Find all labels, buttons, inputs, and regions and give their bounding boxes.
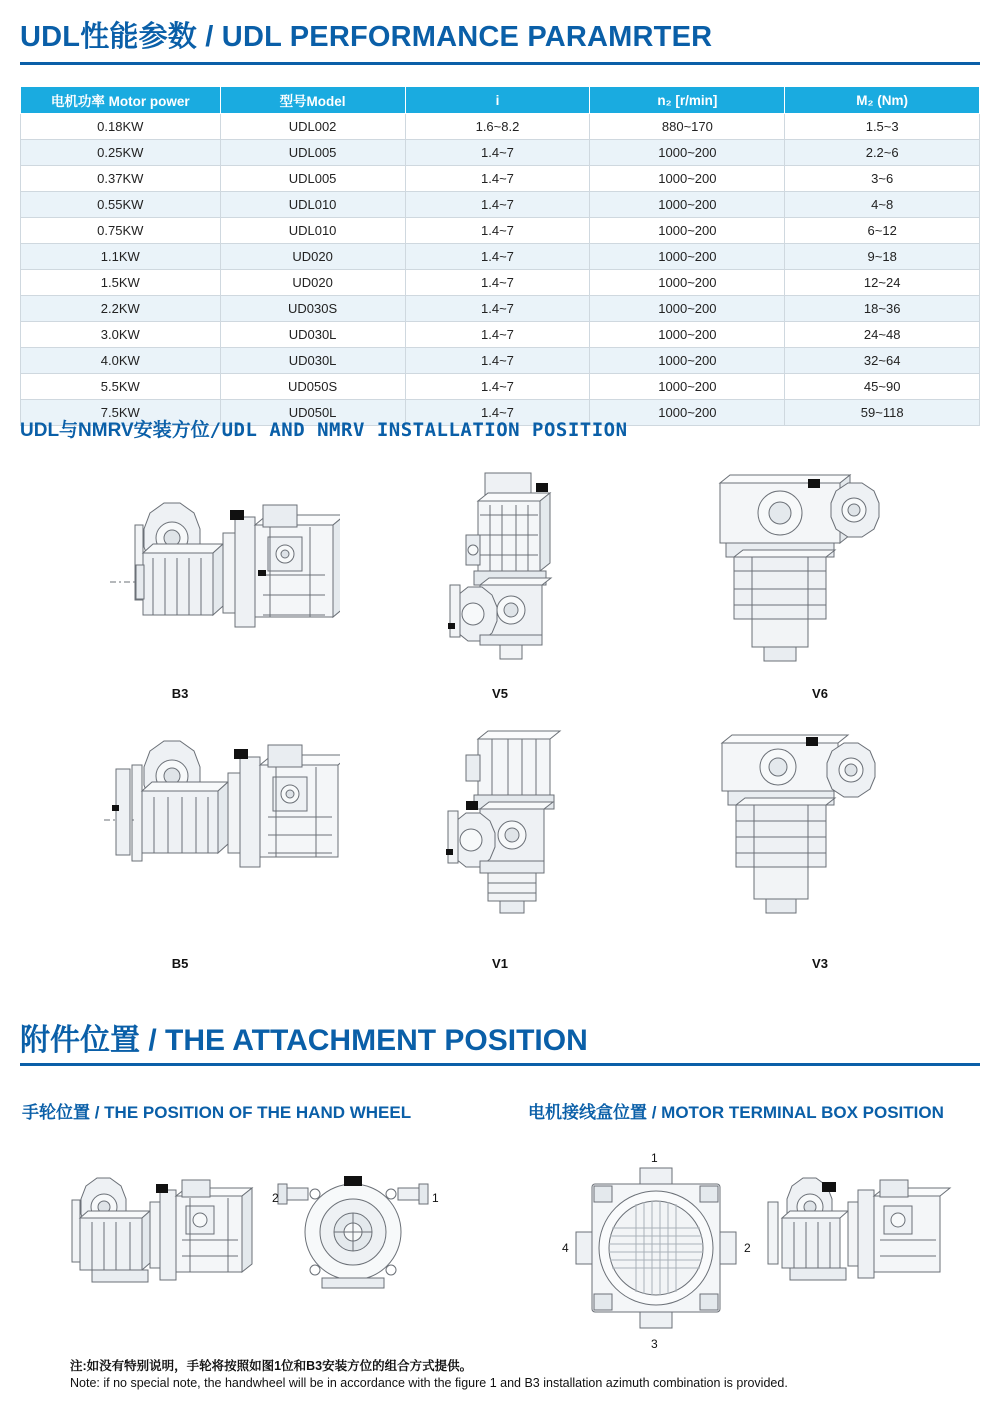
cell-n2: 1000~200 [590, 374, 785, 400]
drawing-caption: B5 [171, 956, 189, 971]
cell-m2: 2.2~6 [785, 140, 980, 166]
cell-m2: 1.5~3 [785, 114, 980, 140]
cell-m2: 12~24 [785, 270, 980, 296]
cell-m2: 9~18 [785, 244, 980, 270]
drawing-b5 [20, 725, 340, 975]
cell-n2: 1000~200 [590, 322, 785, 348]
cell-i: 1.4~7 [405, 166, 590, 192]
cell-i: 1.4~7 [405, 296, 590, 322]
drawing-caption: V1 [492, 956, 508, 971]
terminal-box-subtitle [528, 1098, 944, 1123]
handwheel-subtitle-sep: / [90, 1103, 105, 1122]
cell-m2: 18~36 [785, 296, 980, 322]
attachment-drawing-group-icon [0, 1140, 1000, 1355]
cell-i: 1.4~7 [405, 192, 590, 218]
note-en: Note: if no special note, the handwheel will be in accordance with the figure 1 and B3 installation azimuth combination is provided. [70, 1376, 788, 1390]
terminal-number-3: 3 [651, 1337, 658, 1351]
cell-model: UD020 [220, 270, 405, 296]
terminal-subtitle-sep: / [647, 1103, 662, 1122]
cell-n2: 1000~200 [590, 270, 785, 296]
drawing-v6 [660, 455, 980, 705]
table-row [21, 348, 980, 374]
cell-model: UD030L [220, 348, 405, 374]
performance-table [20, 86, 980, 426]
gearbox-drawing-icon [20, 455, 340, 685]
terminal-subtitle-cn: 电机接线盒位置 [528, 1103, 647, 1122]
performance-title [20, 14, 980, 55]
table-row [21, 270, 980, 296]
cell-m2: 32~64 [785, 348, 980, 374]
cell-motor-power: 0.75KW [21, 218, 221, 244]
performance-title-cn: UDL性能参数 [20, 21, 198, 53]
table-header-m2: M₂ (Nm) [785, 87, 980, 114]
terminal-number-1: 1 [651, 1151, 658, 1165]
cell-model: UD050S [220, 374, 405, 400]
drawing-caption: V6 [812, 686, 828, 701]
cell-i: 1.6~8.2 [405, 114, 590, 140]
cell-n2: 880~170 [590, 114, 785, 140]
cell-motor-power: 1.1KW [21, 244, 221, 270]
cell-m2: 6~12 [785, 218, 980, 244]
cell-i: 1.4~7 [405, 244, 590, 270]
note-block [70, 1358, 970, 1392]
cell-model: UD030S [220, 296, 405, 322]
gearbox-drawing-icon [660, 455, 980, 685]
table-row [21, 140, 980, 166]
cell-model: UDL002 [220, 114, 405, 140]
attachment-title-sep: / [140, 1024, 166, 1057]
terminal-subtitle-en: MOTOR TERMINAL BOX POSITION [661, 1103, 944, 1122]
attachment-title-divider [20, 1063, 980, 1066]
drawing-caption: V3 [812, 956, 828, 971]
table-row [21, 244, 980, 270]
handwheel-number-2: 2 [272, 1191, 279, 1205]
cell-n2: 1000~200 [590, 244, 785, 270]
drawing-b3 [20, 455, 340, 705]
gearbox-drawing-icon [340, 455, 660, 685]
table-header-row [21, 87, 980, 114]
performance-title-en: UDL PERFORMANCE PARAMRTER [221, 21, 713, 53]
table-header-n2: n₂ [r/min] [590, 87, 785, 114]
installation-subtitle-cn: UDL与NMRV安装方位 [20, 420, 210, 441]
table-row [21, 114, 980, 140]
table-row [21, 322, 980, 348]
handwheel-subtitle-en: THE POSITION OF THE HAND WHEEL [104, 1103, 412, 1122]
table-row [21, 166, 980, 192]
cell-motor-power: 2.2KW [21, 296, 221, 322]
cell-model: UDL005 [220, 140, 405, 166]
cell-motor-power: 0.25KW [21, 140, 221, 166]
cell-motor-power: 7.5KW [21, 400, 221, 426]
cell-motor-power: 5.5KW [21, 374, 221, 400]
gearbox-drawing-icon [340, 725, 660, 955]
drawing-v3 [660, 725, 980, 975]
cell-m2: 59~118 [785, 400, 980, 426]
cell-model: UD020 [220, 244, 405, 270]
cell-model: UDL005 [220, 166, 405, 192]
cell-i: 1.4~7 [405, 348, 590, 374]
cell-n2: 1000~200 [590, 218, 785, 244]
cell-i: 1.4~7 [405, 374, 590, 400]
cell-n2: 1000~200 [590, 140, 785, 166]
cell-i: 1.4~7 [405, 218, 590, 244]
title-divider [20, 62, 980, 65]
handwheel-subtitle [22, 1098, 411, 1123]
drawing-caption: V5 [492, 686, 508, 701]
cell-model: UDL010 [220, 192, 405, 218]
handwheel-subtitle-cn: 手轮位置 [22, 1103, 90, 1122]
cell-m2: 24~48 [785, 322, 980, 348]
table-row [21, 374, 980, 400]
attachment-drawings [0, 1140, 1000, 1360]
table-header-motor-power: 电机功率 Motor power [21, 87, 221, 114]
cell-model: UD030L [220, 322, 405, 348]
cell-model: UD050L [220, 400, 405, 426]
handwheel-number-1: 1 [432, 1191, 439, 1205]
cell-m2: 4~8 [785, 192, 980, 218]
cell-i: 1.4~7 [405, 140, 590, 166]
cell-motor-power: 0.18KW [21, 114, 221, 140]
cell-m2: 3~6 [785, 166, 980, 192]
cell-i: 1.4~7 [405, 400, 590, 426]
installation-subtitle-en: UDL AND NMRV INSTALLATION POSITION [221, 419, 628, 441]
cell-i: 1.4~7 [405, 322, 590, 348]
performance-title-sep: / [197, 21, 222, 53]
installation-position-subtitle [20, 415, 628, 442]
table-row [21, 296, 980, 322]
table-row [21, 218, 980, 244]
cell-model: UDL010 [220, 218, 405, 244]
terminal-number-2: 2 [744, 1241, 751, 1255]
drawing-v5 [340, 455, 660, 705]
installation-drawings [20, 455, 980, 995]
cell-motor-power: 0.55KW [21, 192, 221, 218]
note-cn: 注:如没有特别说明，手轮将按照如图1位和B3安装方位的组合方式提供。 [70, 1359, 473, 1373]
cell-motor-power: 4.0KW [21, 348, 221, 374]
table-header-i: i [405, 87, 590, 114]
gearbox-drawing-icon [20, 725, 340, 955]
installation-subtitle-sep: / [209, 419, 222, 441]
drawing-v1 [340, 725, 660, 975]
table-row [21, 192, 980, 218]
terminal-number-4: 4 [562, 1241, 569, 1255]
cell-n2: 1000~200 [590, 348, 785, 374]
cell-n2: 1000~200 [590, 400, 785, 426]
table-header-model: 型号Model [220, 87, 405, 114]
cell-n2: 1000~200 [590, 296, 785, 322]
drawing-caption: B3 [171, 686, 189, 701]
attachment-title [20, 1015, 980, 1059]
cell-n2: 1000~200 [590, 166, 785, 192]
cell-motor-power: 1.5KW [21, 270, 221, 296]
gearbox-drawing-icon [660, 725, 980, 955]
cell-n2: 1000~200 [590, 192, 785, 218]
attachment-title-en: THE ATTACHMENT POSITION [165, 1024, 588, 1057]
cell-i: 1.4~7 [405, 270, 590, 296]
attachment-title-cn: 附件位置 [20, 1024, 140, 1057]
cell-motor-power: 3.0KW [21, 322, 221, 348]
cell-m2: 45~90 [785, 374, 980, 400]
cell-motor-power: 0.37KW [21, 166, 221, 192]
